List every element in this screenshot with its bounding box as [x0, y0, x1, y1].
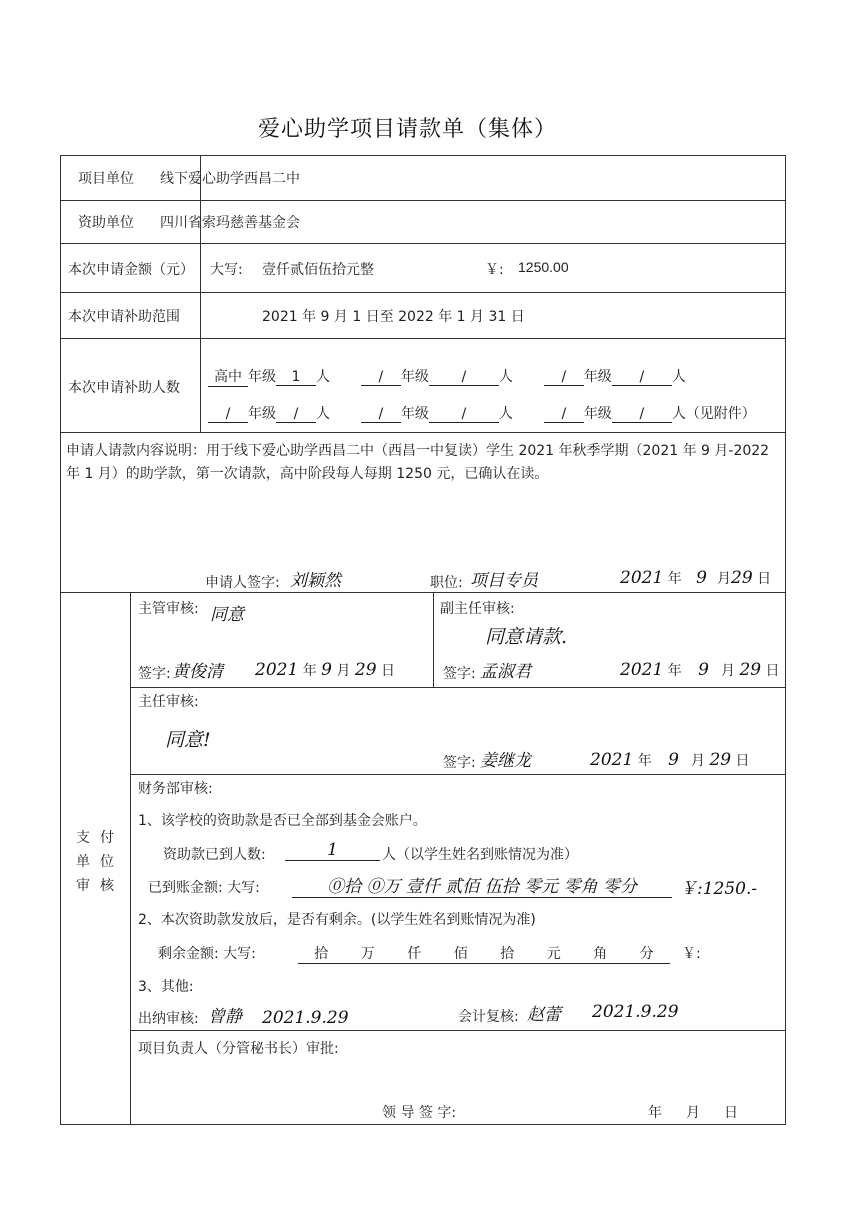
payment-unit-review-label: 支 付 单 位 审 核 [76, 830, 114, 894]
cashier-signature: 曾静 [208, 1007, 242, 1027]
person-word: 人 [316, 369, 330, 385]
supervisor-comment: 同意 [210, 605, 244, 625]
deputy-review-label: 副主任审核: [440, 601, 515, 617]
form-title: 爱心助学项目请款单（集体） [258, 117, 558, 142]
count-value: / [612, 369, 672, 386]
director-review-label: 主任审核: [138, 694, 199, 710]
finance-review-label: 财务部审核: [138, 781, 213, 797]
person-word: 人 [316, 406, 330, 422]
arrived-people-value: 1 [285, 840, 380, 861]
director-date: 2021 年 9 月 29 日 [590, 750, 750, 770]
applicant-sign-label: 申请人签字: [205, 575, 280, 591]
grade-word: 年级 [583, 406, 612, 422]
arrived-people-suffix: 人（以学生姓名到账情况为准） [382, 847, 578, 863]
cashier-date: 2021.9.29 [262, 1008, 349, 1028]
finance-question-3: 3、其他: [138, 979, 194, 995]
grade-value: / [544, 406, 584, 423]
accountant-signature: 赵蕾 [527, 1005, 561, 1025]
amount-yuan-label: ￥: [485, 262, 504, 278]
grade-entry-row-2 [208, 403, 756, 423]
funding-unit-value: 四川省索玛慈善基金会 [160, 215, 300, 231]
accountant-label: 会计复核: [458, 1009, 519, 1025]
deputy-signature: 孟淑君 [480, 662, 531, 682]
grade-word: 年级 [248, 406, 276, 422]
count-value: / [612, 406, 672, 423]
request-description: 申请人请款内容说明：用于线下爱心助学西昌二中（西昌一中复读）学生 2021 年秋季学期（2021 年 9 月-2022 年 1 月）的助学款，第一次请款，高中阶段每人每期 1250 元，已确认在读。 [66, 443, 770, 482]
director-signature: 姜继龙 [480, 751, 531, 771]
accountant-date: 2021.9.29 [592, 1002, 679, 1022]
count-value: / [276, 406, 316, 423]
director-comment: 同意! [165, 729, 211, 751]
amount-capital-label: 大写: [210, 262, 243, 278]
person-word: 人 [671, 406, 686, 422]
finance-question-1: 1、该学校的资助款是否已全部到基金会账户。 [138, 813, 427, 829]
amount-capital-value: 壹仟贰佰伍拾元整 [262, 262, 374, 278]
person-word: 人 [671, 369, 686, 385]
remain-amount-label: 剩余金额: 大写: [158, 946, 256, 962]
grade-word: 年级 [400, 369, 429, 385]
leader-sign-label: 领 导 签 字: [382, 1105, 457, 1121]
project-unit-value: 线下爱心助学西昌二中 [160, 171, 300, 187]
period-label: 本次申请补助范围 [68, 309, 180, 325]
supervisor-sign-label: 签字: [138, 666, 171, 682]
funding-unit-label: 资助单位 [78, 215, 134, 231]
leader-date: 年 月 日 [648, 1105, 738, 1121]
cashier-label: 出纳审核: [138, 1011, 199, 1027]
remain-amount-capital: 拾 万 仟 佰 拾 元 角 分 [298, 943, 670, 964]
deputy-date: 2021 年 9 月 29 日 [620, 660, 780, 680]
attachment-note: （见附件） [685, 406, 756, 422]
person-word: 人 [498, 369, 513, 385]
deputy-comment: 同意请款. [485, 626, 568, 648]
arrived-amount-capital: ⓪拾 ⓪万 壹仟 贰佰 伍拾 零元 零角 零分 [292, 872, 672, 898]
project-unit-label: 项目单位 [78, 171, 134, 187]
supervisor-date: 2021 年 9 月 29 日 [255, 660, 395, 680]
count-value: 1 [276, 369, 316, 386]
amount-yuan-value: 1250.00 [518, 259, 569, 275]
grade-word: 年级 [248, 369, 276, 385]
director-sign-label: 签字: [443, 755, 476, 771]
grade-value: 高中 [208, 366, 248, 387]
grade-word: 年级 [400, 406, 429, 422]
position-label: 职位: [430, 575, 463, 591]
count-label: 本次申请补助人数 [68, 380, 180, 396]
arrived-amount-yuan: ￥:1250.- [680, 879, 758, 899]
applicant-signature: 刘颖然 [290, 571, 341, 591]
count-value: / [429, 406, 499, 423]
grade-entry-row-1 [208, 366, 686, 387]
amount-label: 本次申请金额（元） [68, 262, 194, 278]
grade-value: / [208, 406, 248, 423]
leader-approval-label: 项目负责人（分管秘书长）审批: [138, 1041, 339, 1057]
finance-question-2: 2、本次资助款发放后，是否有剩余。(以学生姓名到账情况为准) [138, 912, 536, 928]
person-word: 人 [498, 406, 513, 422]
supervisor-review-label: 主管审核: [138, 601, 199, 617]
supervisor-signature: 黄俊清 [172, 662, 223, 682]
period-value: 2021 年 9 月 1 日至 2022 年 1 月 31 日 [262, 309, 525, 325]
grade-word: 年级 [583, 369, 612, 385]
grade-value: / [544, 369, 584, 386]
remain-amount-yuan: ￥: [682, 946, 701, 962]
arrived-people-label: 资助款已到人数: [163, 847, 266, 863]
arrived-amount-label: 已到账金额: 大写: [148, 880, 260, 896]
deputy-sign-label: 签字: [443, 666, 476, 682]
grade-value: / [361, 369, 401, 386]
count-value: / [429, 369, 499, 386]
grade-value: / [361, 406, 401, 423]
position-value: 项目专员 [470, 571, 538, 591]
applicant-date: 2021 年 9 月29 日 [620, 568, 772, 588]
